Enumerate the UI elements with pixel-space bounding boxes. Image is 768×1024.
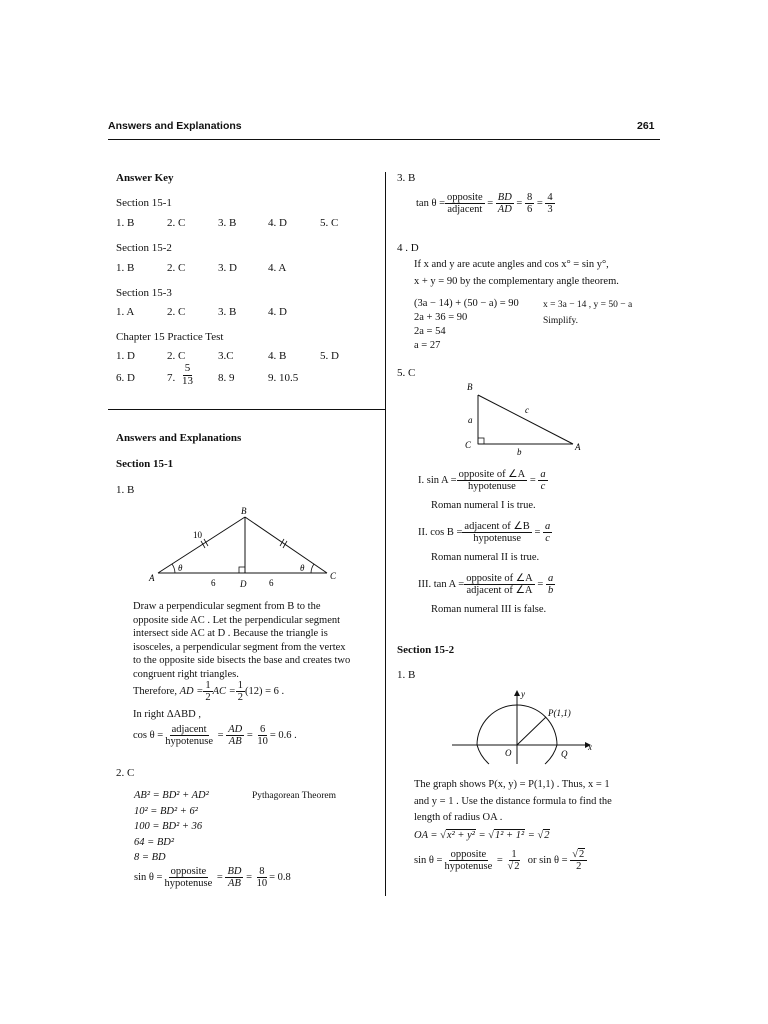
q1-text-line: opposite side AC . Let the perpendicular segment [133,614,341,626]
frac-num: adjacent [171,724,207,735]
answer-item: 2. C [167,262,186,274]
section-15-3-label: Section 15-3 [116,287,172,299]
tan-label: tan θ = [416,198,446,210]
frac-num: AD [228,724,243,735]
q5-item-3: III. tan A = $\frac{\text{opposite of ∠A}}{\text{adjacent of ∠A}}$ = $\frac{a}{b}$ [418,573,554,597]
q5-verdict-2: Roman numeral II is true. [431,552,540,563]
q5-item-1: I. sin A = $\frac{\text{opposite of ∠A}}{\text{hypotenuse}}$ = $\frac{a}{c}$ [418,469,546,493]
answer-item: 9. 10.5 [268,372,299,384]
right-triangle-figure [460,380,590,458]
angle-arc-a [172,564,175,573]
isosceles-triangle-figure [145,503,345,593]
q4-eq-line: a = 27 [414,340,441,351]
item-fn: sin A = [426,475,457,487]
answer-item: 1. D [116,350,135,362]
q1-text-line: to the opposite side bisects the base and creates two [133,655,351,666]
tick-mark [283,541,287,548]
q5-verdict-1: Roman numeral I is true. [431,500,536,511]
label-y: y [521,689,525,699]
ad-eq: AD = [179,686,204,698]
label-theta-a: θ [178,563,183,573]
tick-mark [280,539,284,546]
answer-item: 1. B [116,262,135,274]
sin-root2-equation: sin θ = $\frac{\text{opposite}}{\text{hypotenuse}}$ = $\frac{1}{√2}$ or sin θ = $\frac{√2}{2}$ [414,849,587,872]
frac-num: opposite of ∠A [466,573,533,584]
q1-explanation [133,600,350,681]
label-a: A [149,573,155,583]
frac-den: c [540,481,546,493]
label-side-10: 10 [193,530,202,540]
label-x: x [588,742,592,752]
q3-label: 3. B [397,172,416,184]
answer-item: 3. B [218,217,237,229]
frac-den: adjacent of ∠A [466,585,533,597]
answer-item: 4. A [268,262,287,274]
sqrt-radicand: 2 [544,830,550,841]
answer-item: 8. 9 [218,372,235,384]
answer-item: 1. A [116,306,135,318]
frac-den: 2 [205,692,211,704]
section-15-2-label: Section 15-2 [116,242,172,254]
label-o: O [505,748,512,758]
sqrt-radicand: x² + y² [446,830,475,841]
answer-key-title: Answer Key [116,172,174,184]
running-header-title: Answers and Explanations [108,120,242,132]
item-fn: cos B = [430,527,463,539]
frac-den: c [545,533,550,545]
circle-arc-lower-left [477,745,489,764]
frac-num: 4 [547,192,553,203]
frac-num: opposite [450,849,487,860]
cos-equation: cos θ = $\frac{\text{adjacent}}{\text{hypotenuse}}$ = $\frac{AD}{AB}$ = $\frac{6}{10}$ = 0.6 . [133,724,297,748]
or-sin-label: or sin θ = [527,855,568,867]
answer-item: 7. [167,372,176,384]
frac-den: adjacent [447,204,483,216]
frac-den: hypotenuse [165,736,214,748]
answer-item: 6. D [116,372,135,384]
sqrt-radicand: 1² + 1² [494,830,525,841]
label-side-c: c [525,405,529,415]
q2-eq-line: 10² = BD² + 6² [134,805,198,817]
fraction-5-13 [180,363,195,387]
q4-note-simplify: Simplify. [543,316,579,326]
y-axis-arrow [514,690,520,696]
q4-eq-line: 2a = 54 [414,326,446,337]
angle-arc-c [311,564,314,573]
frac-num: BD [497,192,512,203]
ac-part: AC = [212,686,236,698]
q2-equations [134,788,209,866]
answer-item: 4. D [268,217,287,229]
twelve-result: (12) = 6 . [245,686,285,698]
answer-item: 2. C [167,350,186,362]
q2-eq-line: AB² = BD² + AD² [134,790,209,801]
sqrt-sign: √ [440,829,446,841]
q4-label: 4 . D [397,242,419,254]
answer-item: 3. D [218,262,237,274]
q2-eq-line: 8 = BD [134,852,166,863]
frac-num: opposite [170,866,207,877]
right-angle-mark [239,567,245,573]
therefore-text: Therefore, [133,686,178,698]
sin-label: sin θ = [134,872,163,884]
label-theta-c: θ [300,563,305,573]
side-ab [158,517,245,573]
frac-num: BD [227,866,242,877]
label-b: B [241,506,247,516]
frac-den: b [547,585,554,597]
label-d: D [240,579,247,589]
answer-item: 2. C [167,306,186,318]
label-b-vertex: B [467,382,473,392]
item-num: I. [418,475,425,487]
section-15-1-heading: Section 15-1 [116,458,174,470]
sqrt-radicand: 2 [514,861,520,873]
radius-op [517,717,546,745]
q4-eq-line: (3a − 14) + (50 − a) = 90 [414,298,519,309]
cos-result: = 0.6 . [269,730,297,742]
sin-equation: sin θ = $\frac{\text{opposite}}{\text{hypotenuse}}$ = $\frac{BD}{AB}$ = $\frac{8}{10}$ = 0.8 [134,866,291,890]
sin-label: sin θ = [414,855,443,867]
q5-verdict-3: Roman numeral III is false. [431,604,547,615]
frac-num: 6 [260,724,266,735]
frac-den: 3 [547,204,553,216]
frac-num: 5 [184,362,191,374]
label-base-6-left: 6 [211,578,216,588]
sqrt-sign: √ [537,829,544,841]
frac-den: 10 [257,736,268,748]
frac-den: 2 [576,861,582,873]
label-side-a: a [468,415,473,425]
answer-key-rule [108,409,385,410]
pythagorean-note: Pythagorean Theorem [252,791,336,801]
frac-num: a [547,573,554,584]
answer-item: 3.C [218,350,234,362]
header-rule [108,139,660,140]
oa-equation [414,829,550,841]
therefore-equation [133,680,284,703]
frac-num: opposite of ∠A [458,469,526,480]
practice-test-label: Chapter 15 Practice Test [116,331,224,343]
label-side-b: b [517,447,522,457]
label-c: C [330,571,337,581]
q5-item-2: II. cos B = $\frac{\text{adjacent of ∠B}}{\text{hypotenuse}}$ = $\frac{a}{c}$ [418,521,551,545]
frac-num: a [544,521,551,532]
frac-num: adjacent of ∠B [464,521,530,532]
frac-den: 10 [256,878,268,890]
side-bc [245,517,327,573]
answer-item: 3. B [218,306,237,318]
s2-q1-line-3: length of radius OA . [414,812,503,823]
frac-den: hypotenuse [467,481,516,493]
q5-label: 5. C [397,367,416,379]
answer-item: 4. D [268,306,287,318]
label-q: Q [561,749,568,759]
q4-eq-line: 2a + 36 = 90 [414,312,468,323]
frac-num: 8 [259,866,265,877]
equals: = [527,829,535,841]
answer-item: 5. C [320,217,339,229]
answer-item: 2. C [167,217,186,229]
q1-label: 1. B [116,484,135,496]
sin-result: = 0.8 [269,872,291,884]
side-c [478,395,573,444]
s2-q1-label: 1. B [397,669,416,681]
frac-num: 1 [511,849,517,860]
frac-num: opposite [447,192,483,203]
frac-den: AB [228,878,241,890]
q4-line-2: x + y = 90 by the complementary angle theorem. [414,276,619,287]
label-p: P(1,1) [548,708,571,718]
q4-note-substitution: x = 3a − 14 , y = 50 − a [543,300,633,310]
sqrt-sign: √ [488,829,494,841]
frac-den: hypotenuse [444,861,493,873]
s2-q1-line-2: and y = 1 . Use the distance formula to find the [414,796,612,807]
frac-num: 1 [237,680,243,691]
section-15-2-heading: Section 15-2 [397,644,455,656]
q1-text-line: isosceles, a perpendicular segment from the vertex [133,641,346,653]
frac-den: AB [228,736,242,748]
tan-equation: tan θ = $\frac{\text{opposite}}{\text{adjacent}}$ = $\frac{BD}{AD}$ = $\frac{8}{6}$ = $\frac{4}{3}$ [416,192,553,216]
label-c-vertex: C [465,440,472,450]
q4-equations [414,297,519,353]
column-divider [385,172,386,896]
q2-eq-line: 64 = BD² [134,836,174,848]
frac-den: hypotenuse [473,533,522,545]
frac-den: 2 [237,692,243,704]
explanations-title: Answers and Explanations [116,432,242,444]
right-angle-mark [478,438,484,444]
q1-text-line: Draw a perpendicular segment from B to the [133,601,321,612]
frac-den: AD [497,204,512,216]
cos-label: cos θ = [133,730,164,742]
item-num: II. [418,527,428,539]
answer-item: 5. D [320,350,339,362]
circle-arc-lower-right [545,745,557,764]
sqrt-sign: √ [507,861,514,873]
frac-num: 1 [205,680,211,691]
oa-label: OA = [414,829,438,841]
in-right-triangle: In right ΔABD , [133,709,201,720]
frac-num: 8 [526,192,533,203]
answer-item: 1. B [116,217,135,229]
label-a-vertex: A [575,442,581,452]
unit-circle-figure [450,688,600,768]
frac-den: hypotenuse [164,878,213,890]
q1-text-line: intersect side AC at D . Because the triangle is [133,628,328,639]
page-number: 261 [637,120,655,132]
sqrt-radicand: 2 [578,849,585,860]
frac-den: 13 [182,374,193,387]
item-fn: tan A = [433,579,465,591]
section-15-1-label: Section 15-1 [116,197,172,209]
frac-den: 6 [526,204,533,216]
equals: = [478,829,486,841]
item-num: III. [418,579,432,591]
q4-line-1: If x and y are acute angles and cos x° = sin y°, [414,259,609,270]
label-base-6-right: 6 [269,578,274,588]
frac-num: a [540,469,546,480]
s2-q1-line-1: The graph shows P(x, y) = P(1,1) . Thus, x = 1 [414,779,610,790]
sqrt-sign: √ [572,849,578,860]
q1-text-line: congruent right triangles. [133,668,239,680]
q2-label: 2. C [116,767,135,779]
answer-item: 4. B [268,350,287,362]
q2-eq-line: 100 = BD² + 36 [134,821,203,832]
